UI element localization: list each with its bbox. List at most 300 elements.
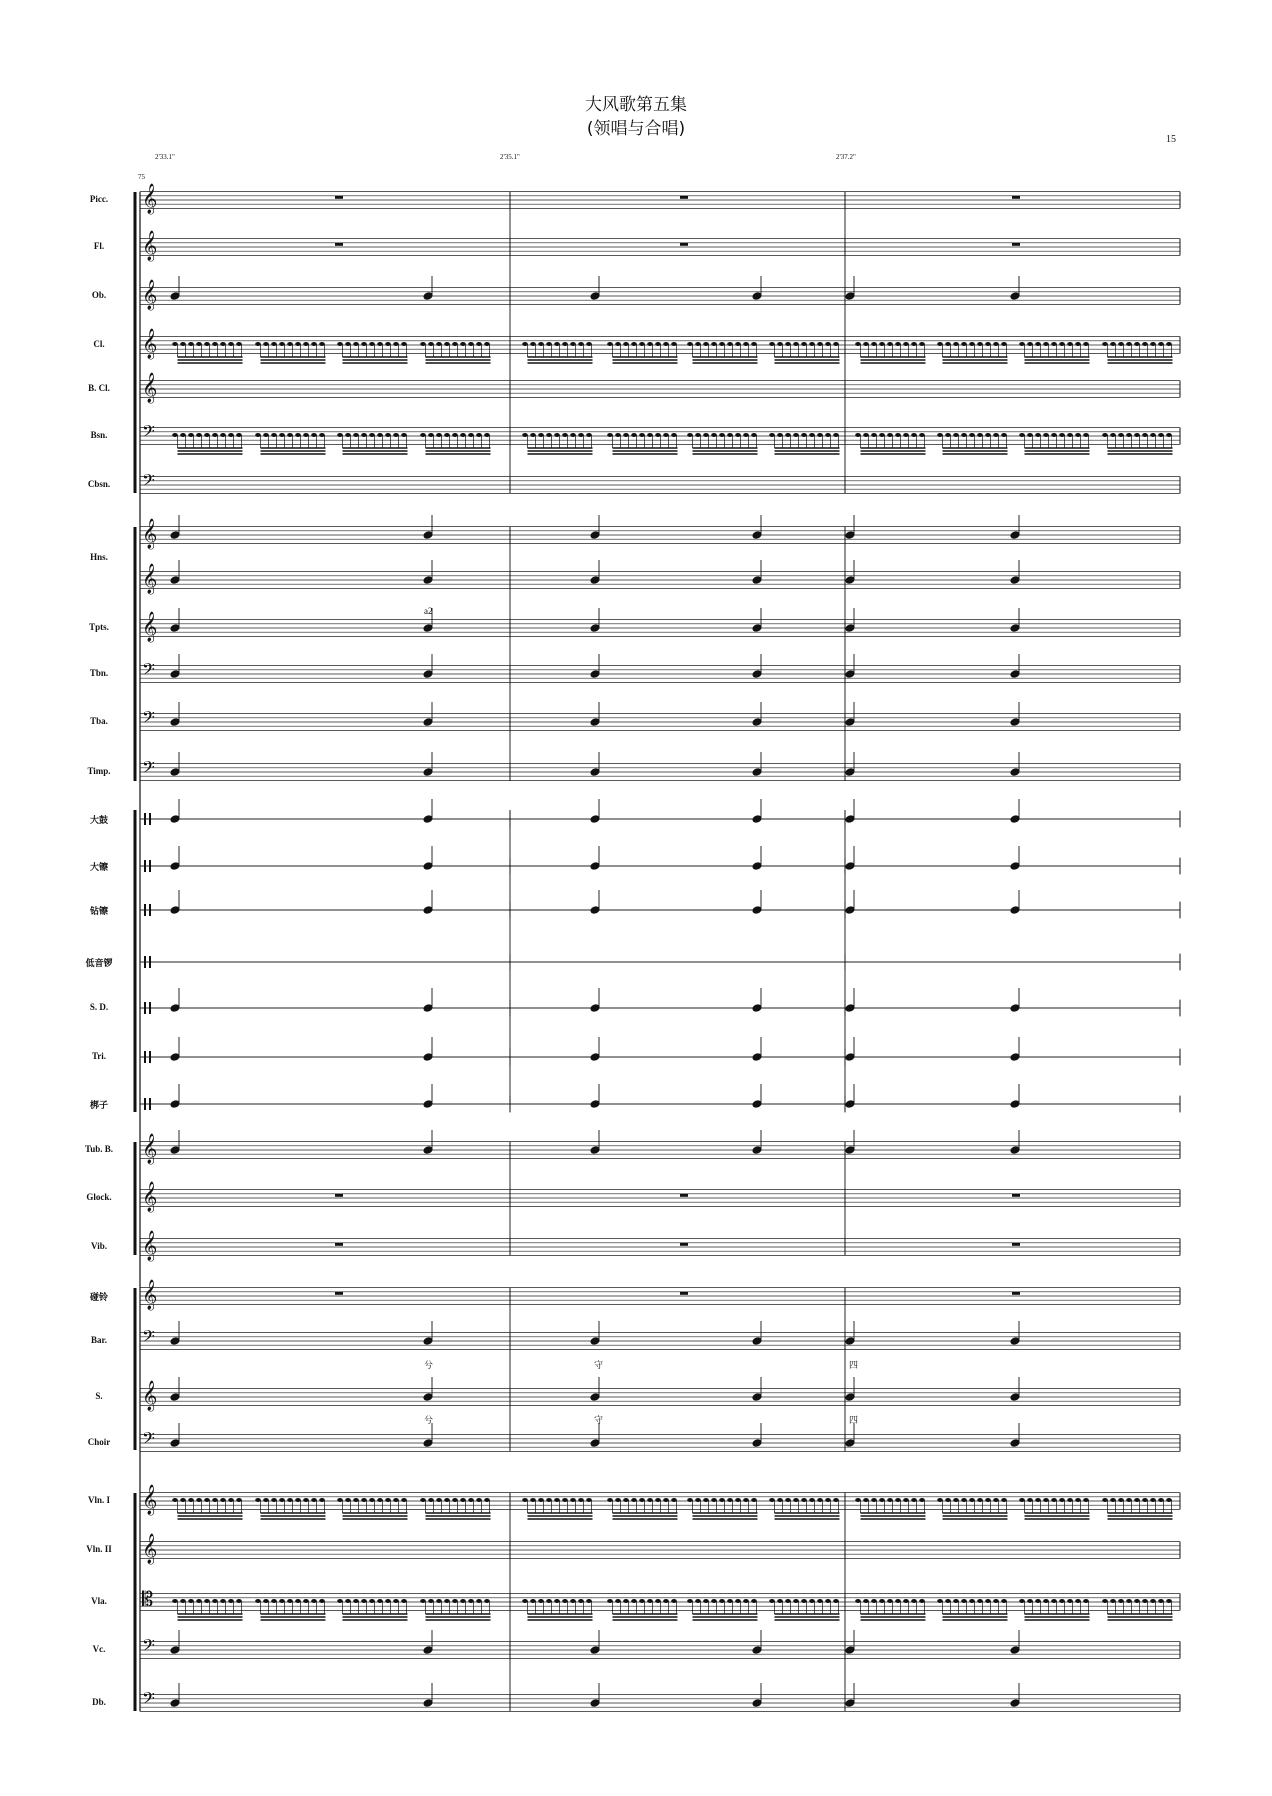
note-head [961, 1498, 967, 1502]
note-head [695, 1599, 701, 1603]
note-head [423, 1337, 433, 1346]
note-head [530, 433, 536, 437]
note-head [879, 433, 885, 437]
note-head [1150, 1599, 1156, 1603]
note-head [687, 1599, 693, 1603]
note-head [961, 342, 967, 346]
note-head [985, 1599, 991, 1603]
note-head [1027, 342, 1033, 346]
note-head [460, 1599, 466, 1603]
note-head [428, 342, 434, 346]
note-head [1158, 1599, 1164, 1603]
note-head [631, 433, 637, 437]
note-head [590, 862, 600, 871]
note-head [953, 342, 959, 346]
note-head [1010, 1004, 1020, 1013]
note-head [895, 342, 901, 346]
note-head [879, 342, 885, 346]
note-head [871, 433, 877, 437]
note-head [1001, 433, 1007, 437]
note-head [1010, 906, 1020, 915]
note-head [170, 576, 180, 585]
note-head [1010, 292, 1020, 301]
note-head [361, 433, 367, 437]
note-head [1110, 1599, 1116, 1603]
note-head [228, 1599, 234, 1603]
note-head [287, 342, 293, 346]
note-head [1019, 1498, 1025, 1502]
note-head [639, 433, 645, 437]
bass-clef-icon: 𝄢 [142, 757, 155, 781]
note-head [337, 1599, 343, 1603]
note-head [687, 342, 693, 346]
note-head [484, 433, 490, 437]
instrument-label: Vc. [92, 1644, 106, 1654]
note-head [1043, 342, 1049, 346]
note-head [801, 1599, 807, 1603]
note-head [319, 1599, 325, 1603]
note-head [752, 906, 762, 915]
note-head [204, 1498, 210, 1502]
note-head [1142, 1599, 1148, 1603]
note-head [554, 433, 560, 437]
note-head [436, 433, 442, 437]
note-head [845, 1646, 855, 1655]
note-head [945, 1599, 951, 1603]
note-head [785, 342, 791, 346]
note-head [663, 1599, 669, 1603]
note-head [751, 1599, 757, 1603]
treble-clef-icon: 𝄞 [142, 1534, 158, 1564]
note-head [590, 768, 600, 777]
note-head [919, 433, 925, 437]
staff [140, 1000, 1180, 1017]
note-head [319, 342, 325, 346]
note-head [1067, 1599, 1073, 1603]
note-head [777, 1599, 783, 1603]
treble-clef-icon: 𝄞 [142, 329, 158, 359]
note-head [663, 342, 669, 346]
note-head [793, 433, 799, 437]
note-head [590, 670, 600, 679]
note-head [420, 342, 426, 346]
note-head [1158, 1498, 1164, 1502]
note-head [401, 1498, 407, 1502]
note-head [623, 433, 629, 437]
note-head [743, 342, 749, 346]
note-head [937, 433, 943, 437]
note-head [655, 342, 661, 346]
note-head [546, 1498, 552, 1502]
note-head [1126, 342, 1132, 346]
staff [140, 518, 1180, 550]
note-head [743, 433, 749, 437]
instrument-label: Fl. [93, 241, 105, 251]
note-head [484, 1599, 490, 1603]
instrument-label: Tbn. [89, 668, 109, 678]
staff [140, 1230, 1180, 1262]
instrument-label: Tba. [90, 716, 108, 726]
note-head [345, 1498, 351, 1502]
note-head [353, 1599, 359, 1603]
instrument-label: B. Cl. [88, 383, 110, 393]
note-head [590, 624, 600, 633]
note-head [212, 1599, 218, 1603]
note-head [623, 1599, 629, 1603]
note-head [845, 1004, 855, 1013]
note-head [271, 342, 277, 346]
note-head [752, 1337, 762, 1346]
note-head [785, 1498, 791, 1502]
note-head [196, 433, 202, 437]
note-head [845, 292, 855, 301]
instrument-label: S. D. [89, 1002, 109, 1012]
note-head [377, 433, 383, 437]
note-head [863, 342, 869, 346]
note-head [188, 433, 194, 437]
instrument-label: Bar. [91, 1335, 107, 1345]
staff [140, 707, 1180, 731]
bass-clef-icon: 𝄢 [142, 470, 155, 494]
note-head [279, 1599, 285, 1603]
note-head [719, 1599, 725, 1603]
note-head [428, 1498, 434, 1502]
note-head [423, 670, 433, 679]
note-head [1126, 1599, 1132, 1603]
note-head [530, 1498, 536, 1502]
note-head [570, 342, 576, 346]
note-head [969, 433, 975, 437]
bass-clef-icon: 𝄢 [142, 1688, 155, 1712]
bass-clef-icon: 𝄢 [142, 659, 155, 683]
note-head [468, 433, 474, 437]
note-head [1010, 815, 1020, 824]
note-head [180, 342, 186, 346]
note-head [476, 1498, 482, 1502]
note-head [295, 1599, 301, 1603]
note-head [695, 342, 701, 346]
note-head [337, 342, 343, 346]
note-head [401, 433, 407, 437]
note-head [1035, 342, 1041, 346]
note-head [777, 433, 783, 437]
whole-rest-icon [335, 1194, 343, 1197]
note-head [468, 342, 474, 346]
score-title: 大风歌第五集 [585, 95, 687, 115]
score-subtitle: (领唱与合唱) [586, 119, 686, 139]
staff [140, 372, 1180, 404]
note-head [180, 433, 186, 437]
note-head [817, 342, 823, 346]
note-head [911, 433, 917, 437]
note-head [752, 718, 762, 727]
note-head [393, 1498, 399, 1502]
bass-clef-icon: 𝄢 [142, 1635, 155, 1659]
note-head [985, 433, 991, 437]
note-head [353, 433, 359, 437]
note-head [220, 1498, 226, 1502]
note-head [170, 768, 180, 777]
staff [140, 279, 1180, 311]
note-head [887, 1498, 893, 1502]
note-head [423, 718, 433, 727]
note-head [476, 342, 482, 346]
note-head [401, 1599, 407, 1603]
note-head [1059, 1599, 1065, 1603]
note-head [953, 433, 959, 437]
note-head [871, 1599, 877, 1603]
note-head [703, 433, 709, 437]
note-head [1083, 342, 1089, 346]
note-head [911, 342, 917, 346]
staff [140, 811, 1180, 828]
note-head [743, 1498, 749, 1502]
note-head [172, 1498, 178, 1502]
note-head [522, 342, 528, 346]
note-head [845, 670, 855, 679]
note-head [1150, 433, 1156, 437]
note-head [586, 1498, 592, 1502]
note-head [311, 342, 317, 346]
note-head [985, 1498, 991, 1502]
treble-clef-icon: 𝄞 [142, 1280, 158, 1310]
note-head [1010, 1699, 1020, 1708]
note-head [647, 433, 653, 437]
note-head [554, 1498, 560, 1502]
note-head [423, 1393, 433, 1402]
note-head [204, 433, 210, 437]
note-head [1118, 1599, 1124, 1603]
note-head [393, 342, 399, 346]
note-head [361, 1599, 367, 1603]
instrument-label: Choir [87, 1437, 111, 1447]
note-head [1126, 1498, 1132, 1502]
note-head [204, 342, 210, 346]
note-head [423, 862, 433, 871]
note-head [1019, 433, 1025, 437]
note-head [845, 718, 855, 727]
note-head [845, 624, 855, 633]
note-head [369, 433, 375, 437]
treble-clef-icon: 𝄞 [142, 231, 158, 261]
note-head [590, 1699, 600, 1708]
note-head [385, 1599, 391, 1603]
note-head [279, 342, 285, 346]
note-head [719, 1498, 725, 1502]
note-head [1126, 433, 1132, 437]
whole-rest-icon [335, 243, 343, 246]
note-head [845, 1393, 855, 1402]
note-head [172, 433, 178, 437]
note-head [945, 433, 951, 437]
note-head [1118, 1498, 1124, 1502]
note-head [423, 1699, 433, 1708]
note-head [845, 531, 855, 540]
note-head [903, 1498, 909, 1502]
staff [140, 183, 1180, 215]
note-head [590, 815, 600, 824]
note-head [623, 1498, 629, 1502]
note-head [855, 1498, 861, 1502]
note-head [1051, 433, 1057, 437]
timemark-1: 2'33.1" [155, 153, 175, 161]
note-head [423, 815, 433, 824]
note-head [735, 342, 741, 346]
instrument-label: Bsn. [90, 430, 108, 440]
note-head [423, 1100, 433, 1109]
note-head [845, 768, 855, 777]
note-head [647, 342, 653, 346]
whole-rest-icon [335, 1243, 343, 1246]
note-head [538, 1599, 544, 1603]
page-number: 15 [1166, 134, 1176, 145]
treble-clef-icon: 𝄞 [142, 1381, 158, 1411]
note-head [801, 342, 807, 346]
timemark-2: 2'35.1" [500, 153, 520, 161]
note-head [937, 1498, 943, 1502]
note-head [727, 342, 733, 346]
note-head [220, 433, 226, 437]
note-head [631, 1599, 637, 1603]
note-head [993, 342, 999, 346]
note-head [460, 1498, 466, 1502]
note-head [752, 292, 762, 301]
staff [140, 1688, 1180, 1712]
note-head [1027, 1599, 1033, 1603]
note-head [1010, 670, 1020, 679]
note-head [631, 342, 637, 346]
note-head [1010, 718, 1020, 727]
note-head [311, 433, 317, 437]
note-head [385, 433, 391, 437]
note-head [801, 1498, 807, 1502]
note-head [188, 342, 194, 346]
note-head [937, 342, 943, 346]
note-head [687, 433, 693, 437]
note-head [871, 342, 877, 346]
instrument-label: Tri. [91, 1051, 107, 1061]
note-head [170, 1337, 180, 1346]
note-head [1059, 433, 1065, 437]
note-head [752, 768, 762, 777]
measure-number: 75 [138, 173, 145, 181]
note-head [695, 1498, 701, 1502]
staff [140, 1181, 1180, 1213]
bass-clef-icon: 𝄢 [142, 1326, 155, 1350]
note-head [263, 1599, 269, 1603]
note-head [631, 1498, 637, 1502]
staff [140, 1635, 1180, 1659]
note-head [170, 1699, 180, 1708]
instrument-label: 低音锣 [85, 958, 113, 968]
note-head [423, 1053, 433, 1062]
note-head [1158, 342, 1164, 346]
treble-clef-icon: 𝄞 [142, 519, 158, 549]
note-head [476, 1599, 482, 1603]
note-head [170, 1053, 180, 1062]
note-head [903, 342, 909, 346]
note-head [1166, 1599, 1172, 1603]
staff [140, 563, 1180, 595]
note-head [769, 1498, 775, 1502]
note-head [212, 342, 218, 346]
note-head [1158, 433, 1164, 437]
note-head [468, 1498, 474, 1502]
treble-clef-icon: 𝄞 [142, 612, 158, 642]
note-head [1001, 342, 1007, 346]
note-head [538, 1498, 544, 1502]
note-head [287, 433, 293, 437]
note-head [369, 342, 375, 346]
note-head [985, 342, 991, 346]
note-head [303, 433, 309, 437]
note-head [1010, 1439, 1020, 1448]
instrument-label: 大镲 [89, 862, 108, 872]
whole-rest-icon [680, 243, 688, 246]
note-head [562, 1498, 568, 1502]
note-head [420, 1599, 426, 1603]
note-head [809, 342, 815, 346]
note-head [825, 342, 831, 346]
note-head [578, 342, 584, 346]
note-head [236, 342, 242, 346]
note-head [1102, 1599, 1108, 1603]
note-head [423, 292, 433, 301]
note-head [172, 342, 178, 346]
note-head [1166, 433, 1172, 437]
note-head [751, 433, 757, 437]
note-head [655, 433, 661, 437]
note-head [345, 342, 351, 346]
note-head [1010, 862, 1020, 871]
note-head [345, 1599, 351, 1603]
note-head [1110, 433, 1116, 437]
note-head [1067, 342, 1073, 346]
treble-clef-icon: 𝄞 [142, 564, 158, 594]
note-head [452, 1599, 458, 1603]
whole-rest-icon [680, 196, 688, 199]
note-head [1043, 433, 1049, 437]
note-head [353, 342, 359, 346]
note-head [423, 906, 433, 915]
note-head [170, 670, 180, 679]
note-head [255, 1599, 261, 1603]
note-head [1075, 1498, 1081, 1502]
note-head [436, 1498, 442, 1502]
note-head [578, 433, 584, 437]
staff [140, 611, 1180, 643]
note-head [1019, 342, 1025, 346]
note-head [236, 1498, 242, 1502]
note-head [1051, 1599, 1057, 1603]
note-head [817, 433, 823, 437]
note-head [855, 342, 861, 346]
note-head [590, 906, 600, 915]
note-head [953, 1498, 959, 1502]
note-head [377, 1498, 383, 1502]
note-head [1010, 1393, 1020, 1402]
instrument-label: Db. [92, 1697, 106, 1707]
note-head [1067, 433, 1073, 437]
note-head [377, 1599, 383, 1603]
note-head [615, 342, 621, 346]
note-head [212, 1498, 218, 1502]
note-head [903, 1599, 909, 1603]
note-head [769, 1599, 775, 1603]
note-head [538, 342, 544, 346]
note-head [590, 292, 600, 301]
note-head [538, 433, 544, 437]
